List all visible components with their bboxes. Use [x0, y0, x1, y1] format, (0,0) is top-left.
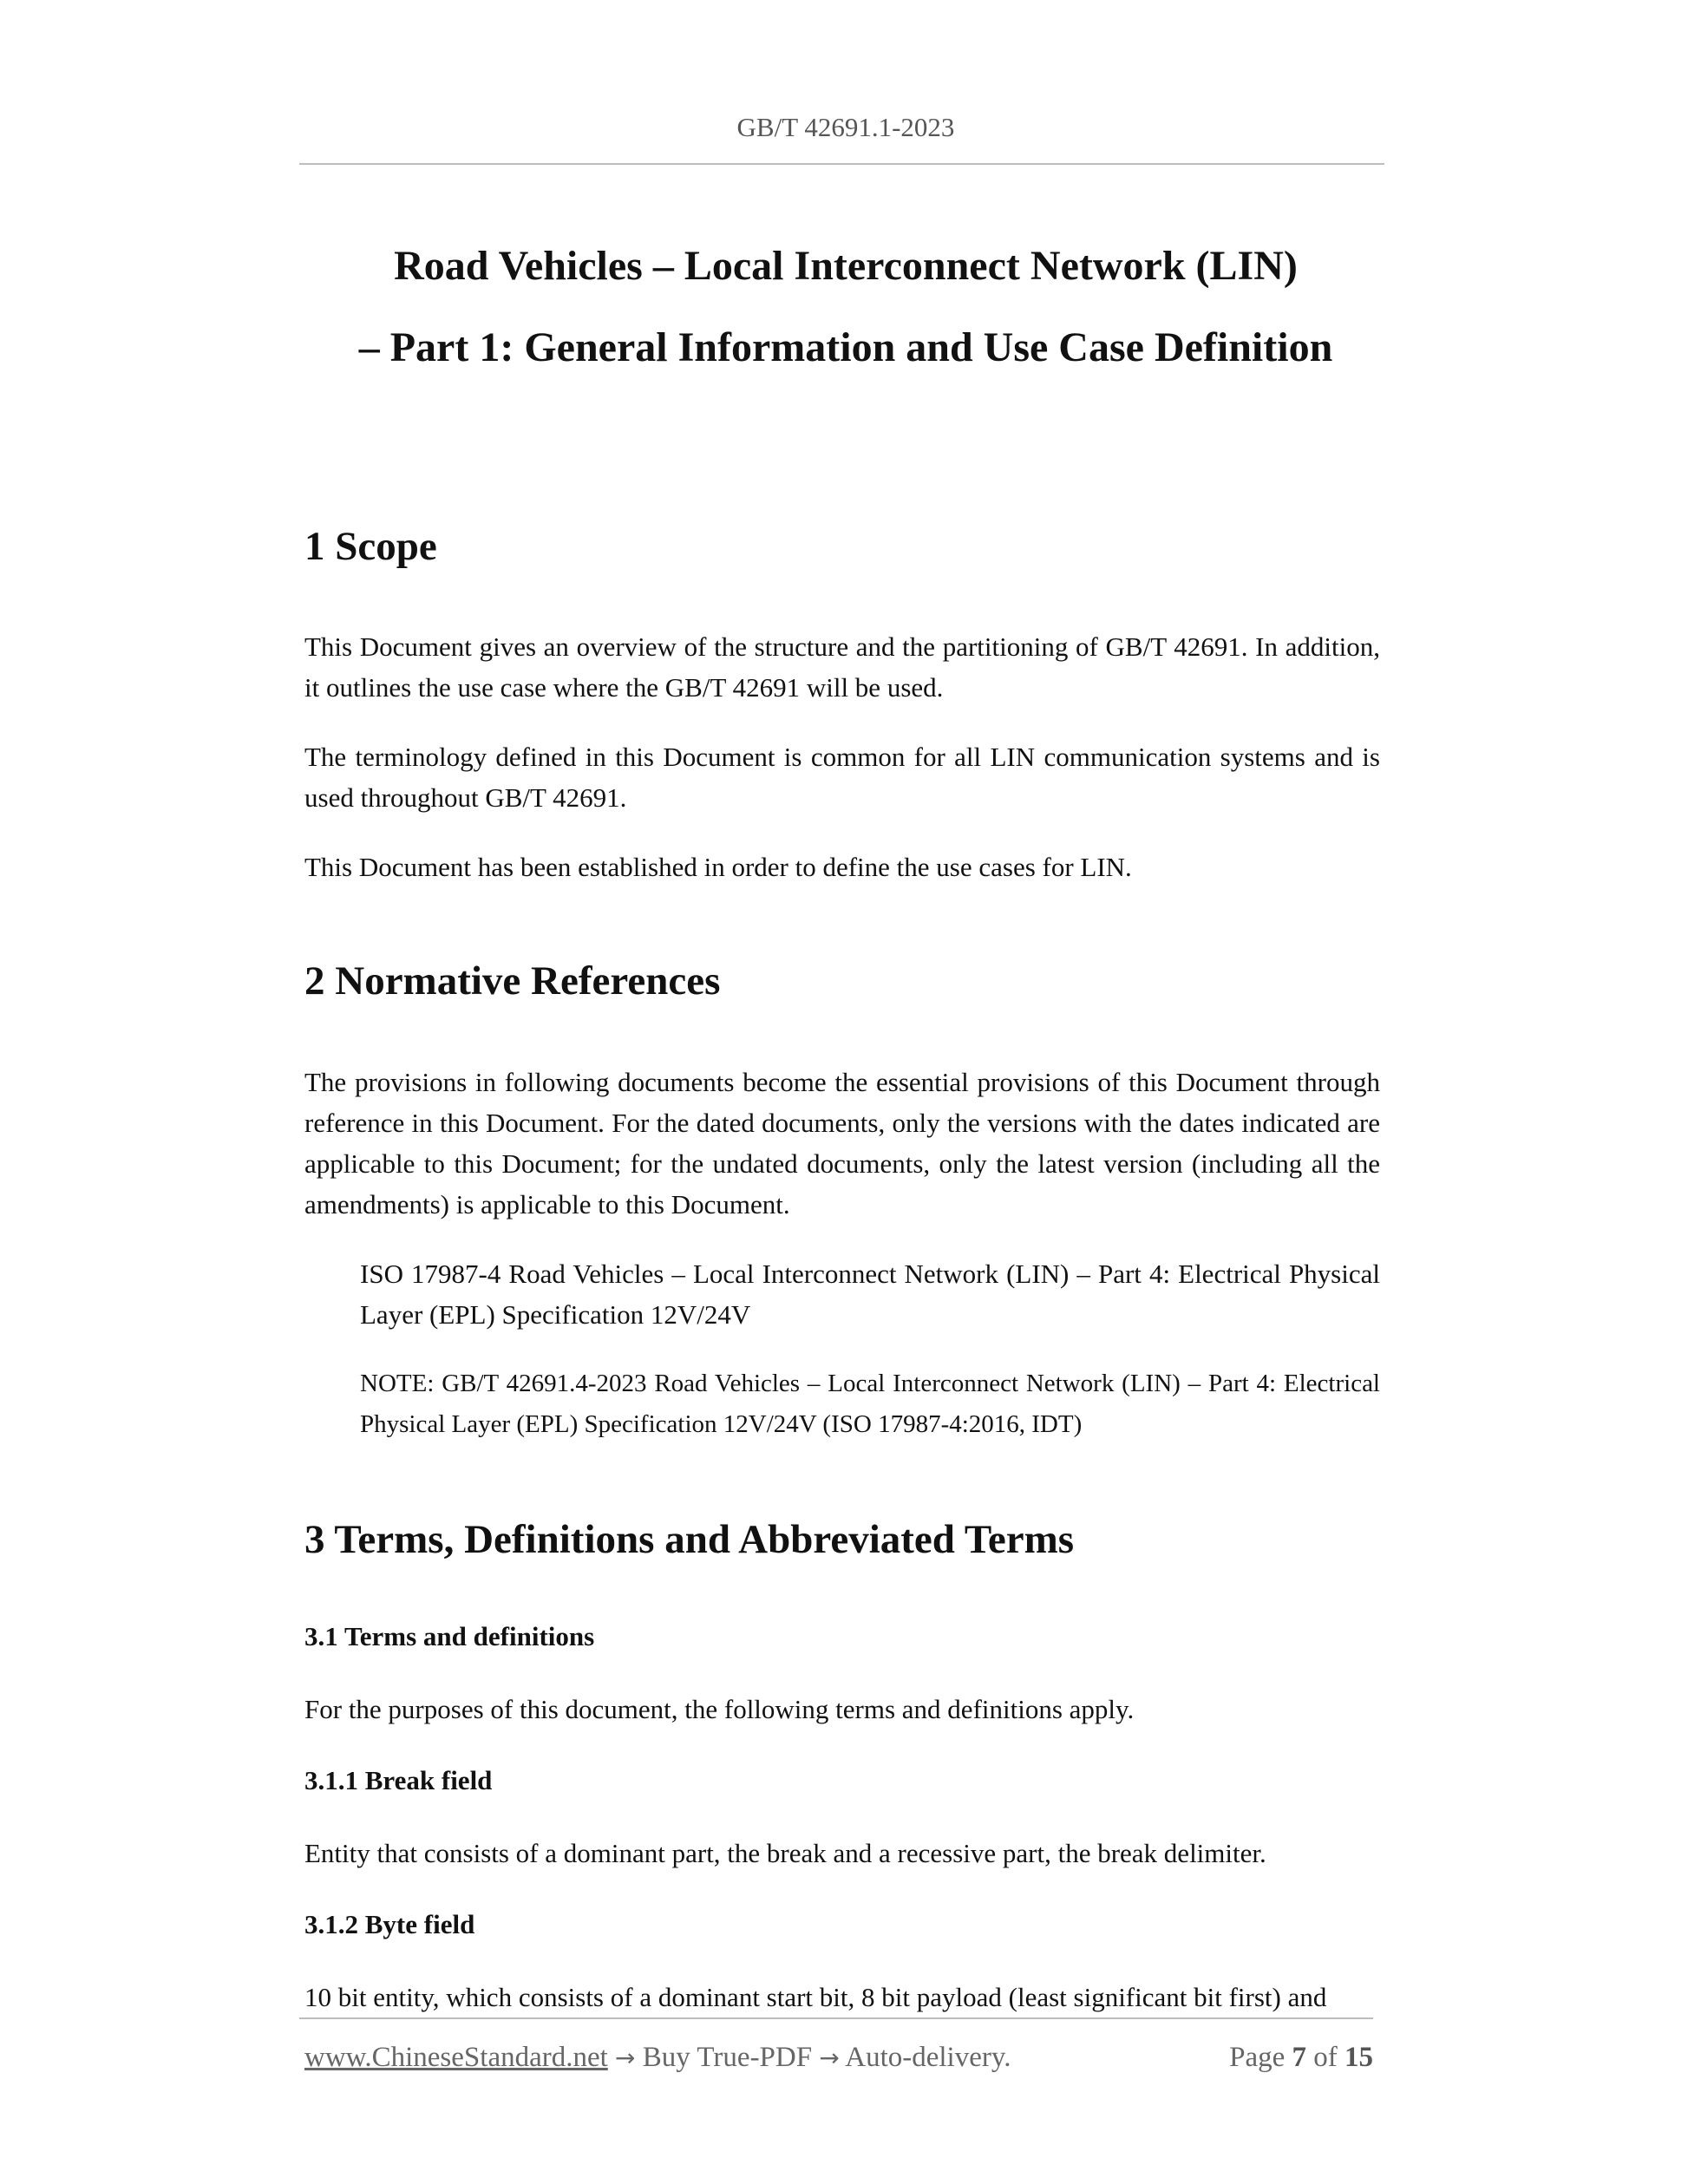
page-total: 15 — [1345, 2042, 1373, 2073]
term-3-1-1-heading: 3.1.1 Break field — [304, 1765, 493, 1795]
header-divider — [299, 163, 1384, 165]
running-header: GB/T 42691.1-2023 — [736, 112, 955, 142]
footer-divider — [299, 2017, 1373, 2019]
arrow-right-icon: → — [615, 2043, 636, 2072]
normative-note: NOTE: GB/T 42691.4-2023 Road Vehicles – Local Interconnect Network (LIN) – Part 4: Electrical Physical Layer (EPL) Specification 12V/24V (ISO 17987-4:2016, IDT) — [360, 1370, 1380, 1438]
title-line-1: Road Vehicles – Local Interconnect Network (LIN) — [394, 243, 1298, 289]
terms-intro: For the purposes of this document, the following terms and definitions apply. — [304, 1694, 1135, 1724]
section-2-heading: 2 Normative References — [304, 958, 721, 1004]
page-indicator — [1229, 2038, 1373, 2076]
title-line-2: – Part 1: General Information and Use Case Definition — [358, 324, 1333, 370]
document-title — [304, 226, 1388, 389]
page-current: 7 — [1292, 2042, 1306, 2073]
page-footer — [304, 2038, 1373, 2077]
scope-paragraph-2: The terminology defined in this Document is common for all LIN communication systems and is used throughout GB/T 42691. — [304, 742, 1380, 813]
page-label: Page — [1229, 2042, 1286, 2073]
subsection-3-1-heading: 3.1 Terms and definitions — [304, 1621, 595, 1651]
scope-paragraph-1: This Document gives an overview of the structure and the partitioning of GB/T 42691. In addition, it outlines the use case where the GB/T 42691 will be used. — [304, 631, 1380, 703]
term-3-1-2-definition: 10 bit entity, which consists of a dominant start bit, 8 bit payload (least significant bit first) and — [304, 1982, 1327, 2012]
scope-paragraph-3: This Document has been established in order to define the use cases for LIN. — [304, 852, 1132, 882]
page-of-label: of — [1313, 2042, 1338, 2073]
auto-delivery-text: Auto-delivery. — [845, 2042, 1011, 2073]
buy-pdf-text: Buy True-PDF — [642, 2042, 813, 2073]
term-3-1-1-definition: Entity that consists of a dominant part, the break and a recessive part, the break delimiter. — [304, 1838, 1266, 1868]
arrow-right-icon: → — [819, 2043, 840, 2072]
normative-intro: The provisions in following documents become the essential provisions of this Document through reference in this Document. For the dated documents, only the versions with the dates indicated are applicable to this Document; for the undated documents, only the latest version (including all the amendments) is applicable to this Document. — [304, 1067, 1380, 1220]
site-link[interactable]: www.ChineseStandard.net — [304, 2042, 608, 2073]
document-body — [304, 520, 1380, 2017]
section-3-heading: 3 Terms, Definitions and Abbreviated Terms — [304, 1517, 1075, 1562]
term-3-1-2-heading: 3.1.2 Byte field — [304, 1909, 475, 1939]
section-1-heading: 1 Scope — [304, 524, 437, 569]
normative-reference-item: ISO 17987-4 Road Vehicles – Local Interconnect Network (LIN) – Part 4: Electrical Physical Layer (EPL) Specification 12V/24V — [360, 1259, 1380, 1330]
